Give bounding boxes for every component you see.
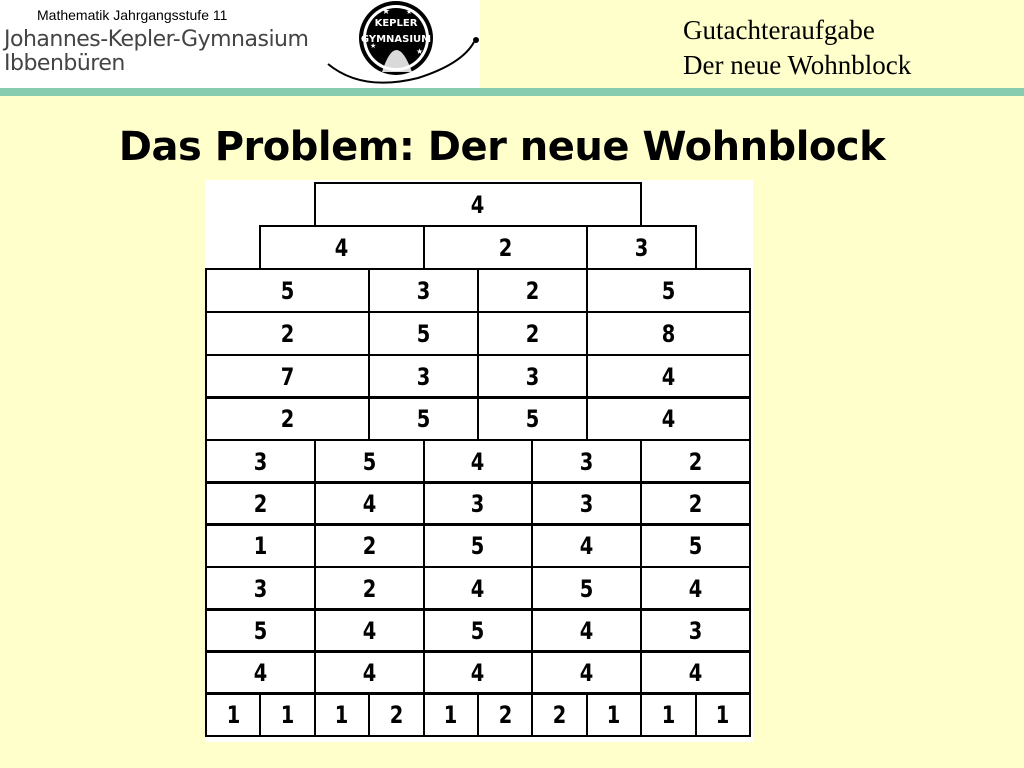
cell-value: 5 (416, 404, 431, 433)
header-title-line1: Gutachteraufgabe (683, 15, 875, 45)
svg-text:★: ★ (416, 47, 424, 56)
cell-value: 3 (580, 447, 594, 476)
cell-value: 4 (580, 531, 594, 560)
cell-value: 4 (362, 658, 376, 687)
table-cell (640, 566, 751, 611)
table-cell (423, 481, 534, 526)
cell-value: 4 (335, 233, 349, 262)
school-name: Johannes-Kepler-Gymnasium (4, 27, 309, 52)
cell-value: 4 (661, 404, 676, 433)
table-cell (205, 692, 261, 737)
table-cell (205, 311, 370, 356)
cell-value: 3 (416, 276, 431, 305)
school-logo (322, 0, 482, 88)
table-cell (586, 225, 697, 270)
table-cell (314, 481, 425, 526)
cell-value: 1 (661, 700, 676, 729)
table-cell (368, 354, 479, 399)
cell-value: 4 (471, 190, 485, 219)
table-cell (259, 692, 315, 737)
slide-title: Das Problem: Der neue Wohnblock (118, 124, 886, 170)
svg-text:★: ★ (370, 43, 377, 50)
table-cell (205, 354, 370, 399)
cell-value: 2 (498, 700, 512, 729)
cell-value: 2 (525, 276, 540, 305)
svg-text:★: ★ (382, 6, 391, 16)
table-cell (477, 692, 533, 737)
table-cell (586, 396, 751, 441)
logo-text-2: GYMNASIUM (360, 34, 432, 45)
table-cell (531, 608, 642, 653)
cell-value: 1 (335, 700, 349, 729)
course-label: Mathematik Jahrgangsstufe 11 (37, 7, 228, 23)
table-cell (423, 523, 534, 568)
cell-value: 3 (634, 233, 648, 262)
cell-value: 2 (688, 447, 703, 476)
table-cell (586, 354, 751, 399)
cell-value: 2 (362, 531, 376, 560)
cell-value: 1 (444, 700, 458, 729)
table-cell (531, 523, 642, 568)
table-cell (205, 608, 316, 653)
table-cell (640, 608, 751, 653)
cell-value: 4 (471, 658, 485, 687)
table-cell (531, 439, 642, 484)
table-cell (477, 311, 588, 356)
cell-value: 7 (280, 362, 295, 391)
cell-value: 2 (280, 319, 295, 348)
table-cell (531, 692, 587, 737)
table-cell (205, 566, 316, 611)
cell-value: 5 (471, 616, 485, 645)
table-cell (314, 523, 425, 568)
cell-value: 5 (280, 276, 295, 305)
table-cell (205, 481, 316, 526)
table-cell (368, 311, 479, 356)
table-cell (586, 692, 642, 737)
table-cell (368, 396, 479, 441)
cell-value: 1 (716, 700, 730, 729)
cell-value: 2 (253, 489, 268, 518)
cell-value: 5 (471, 531, 485, 560)
cell-value: 3 (416, 362, 431, 391)
cell-value: 4 (362, 616, 376, 645)
cell-value: 8 (661, 319, 676, 348)
cell-value: 2 (362, 574, 376, 603)
school-city: Ibbenbüren (4, 51, 125, 76)
cell-value: 4 (688, 574, 703, 603)
cell-value: 2 (688, 489, 703, 518)
cell-value: 2 (280, 404, 295, 433)
cell-value: 5 (416, 319, 431, 348)
table-cell (205, 523, 316, 568)
table-cell (314, 608, 425, 653)
cell-value: 5 (253, 616, 268, 645)
table-cell (640, 650, 751, 695)
table-cell (640, 523, 751, 568)
cell-value: 5 (688, 531, 703, 560)
table-cell (423, 439, 534, 484)
table-cell (205, 268, 370, 313)
cell-value: 5 (362, 447, 376, 476)
cell-value: 3 (471, 489, 485, 518)
table-cell (640, 481, 751, 526)
cell-value: 3 (580, 489, 594, 518)
table-cell (423, 608, 534, 653)
table-cell (423, 225, 588, 270)
table-cell (423, 566, 534, 611)
cell-value: 4 (580, 616, 594, 645)
cell-value: 2 (525, 319, 540, 348)
table-cell (205, 650, 316, 695)
cell-value: 4 (471, 447, 485, 476)
cell-value: 1 (607, 700, 621, 729)
cell-value: 4 (580, 658, 594, 687)
table-cell (477, 396, 588, 441)
table-cell (695, 692, 751, 737)
table-cell (640, 439, 751, 484)
cell-value: 3 (688, 616, 703, 645)
table-cell (368, 692, 424, 737)
table-cell (205, 439, 316, 484)
table-cell (477, 354, 588, 399)
table-cell (477, 268, 588, 313)
table-cell (423, 692, 479, 737)
table-cell (314, 182, 642, 227)
logo-text-1: KEPLER (374, 18, 418, 29)
header-divider (0, 88, 1024, 96)
cell-value: 5 (580, 574, 594, 603)
table-cell (314, 650, 425, 695)
cell-value: 1 (253, 531, 268, 560)
cell-value: 2 (498, 233, 512, 262)
cell-value: 2 (389, 700, 404, 729)
cell-value: 5 (661, 276, 676, 305)
header-title (683, 13, 911, 83)
table-cell (531, 650, 642, 695)
table-cell (586, 311, 751, 356)
svg-text:★: ★ (406, 9, 413, 16)
cell-value: 1 (280, 700, 295, 729)
table-cell (423, 650, 534, 695)
table-cell (314, 566, 425, 611)
table-cell (531, 566, 642, 611)
cell-value: 2 (552, 700, 567, 729)
table-cell (531, 481, 642, 526)
header-title-line2: Der neue Wohnblock (683, 50, 912, 80)
cell-value: 4 (661, 362, 676, 391)
cell-value: 4 (362, 489, 376, 518)
cell-value: 4 (688, 658, 703, 687)
number-pyramid-table (205, 180, 753, 742)
table-cell (368, 268, 479, 313)
table-cell (586, 268, 751, 313)
cell-value: 3 (525, 362, 540, 391)
table-cell (259, 225, 424, 270)
cell-value: 5 (525, 404, 540, 433)
cell-value: 3 (253, 574, 268, 603)
cell-value: 3 (253, 447, 268, 476)
cell-value: 4 (471, 574, 485, 603)
cell-value: 4 (253, 658, 268, 687)
table-cell (640, 692, 696, 737)
table-cell (205, 396, 370, 441)
table-cell (314, 692, 370, 737)
cell-value: 1 (226, 700, 240, 729)
table-cell (314, 439, 425, 484)
